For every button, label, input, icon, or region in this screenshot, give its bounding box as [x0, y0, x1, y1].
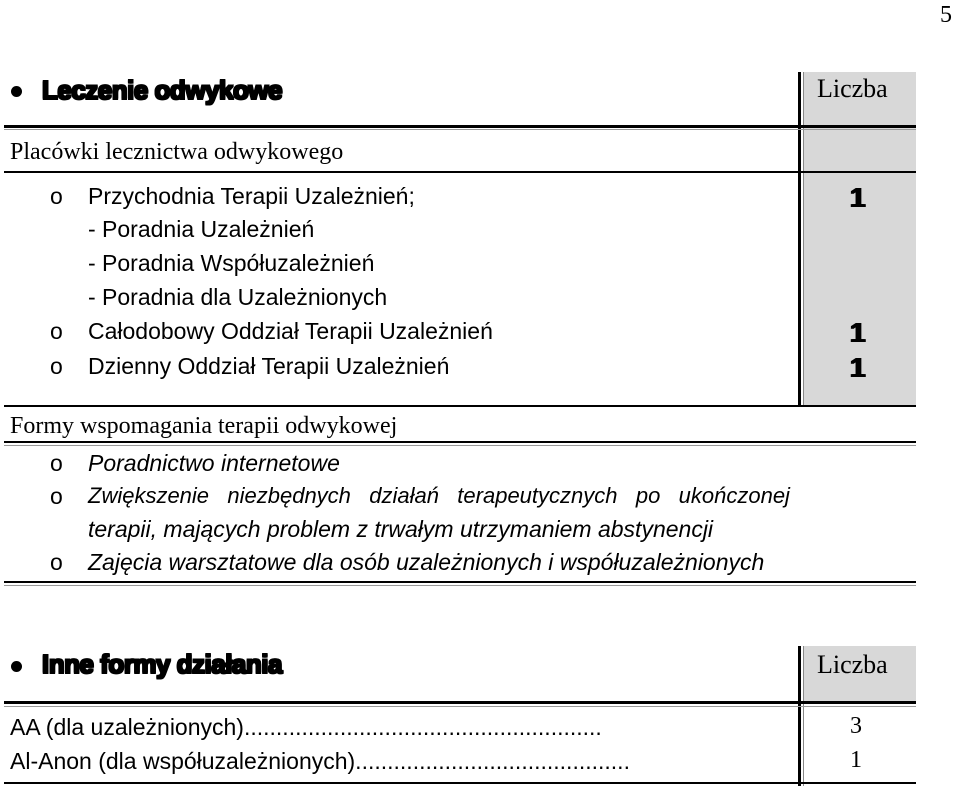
list-item: Zajęcia warsztatowe dla osób uzależnionych i współuzależnionych	[88, 549, 765, 575]
header-divider	[4, 125, 916, 128]
list-marker: o	[50, 483, 63, 509]
page-number: 5	[940, 2, 952, 28]
group-divider	[4, 441, 916, 443]
bullet-icon	[11, 86, 22, 97]
header-divider-thin	[4, 706, 916, 707]
list-marker: o	[50, 353, 63, 379]
column-divider-inner	[803, 72, 804, 406]
item-count: 1	[850, 317, 866, 348]
item-count: 1	[850, 747, 862, 773]
list-item: Zwiększenie niezbędnych działań terapeutycznych po ukończonej	[88, 483, 790, 508]
list-item: - Poradnia Uzależnień	[88, 216, 315, 242]
group-divider	[4, 171, 916, 173]
section-title-treatment: Leczenie odwykowe	[42, 75, 283, 105]
list-item: AA (dla uzależnionych)........................................................	[10, 714, 602, 740]
group-heading-facilities: Placówki lecznictwa odwykowego	[10, 139, 344, 165]
item-count: 3	[850, 713, 862, 739]
bullet-icon	[11, 661, 22, 672]
group-heading-support-forms: Formy wspomagania terapii odwykowej	[10, 413, 398, 439]
column-divider-inner	[803, 646, 804, 786]
column-divider	[798, 72, 801, 406]
list-marker: o	[50, 450, 63, 476]
list-item-continuation: terapii, mających problem z trwałym utrzymaniem abstynencji	[88, 516, 714, 542]
list-item: Dzienny Oddział Terapii Uzależnień	[88, 353, 450, 379]
list-item: Przychodnia Terapii Uzależnień;	[88, 183, 415, 209]
item-count: 1	[850, 182, 866, 213]
header-divider	[4, 701, 916, 704]
list-marker: o	[50, 318, 63, 344]
table-bottom-divider	[4, 782, 916, 784]
section-title-other-forms: Inne formy działania	[42, 649, 282, 679]
list-marker: o	[50, 183, 63, 209]
group-divider	[4, 405, 916, 407]
section-bottom-divider	[4, 581, 916, 583]
list-item: Poradnictwo internetowe	[88, 450, 340, 476]
section-bottom-divider-thin	[4, 585, 916, 586]
group-divider-thin	[4, 445, 916, 446]
list-item: Całodobowy Oddział Terapii Uzależnień	[88, 318, 493, 344]
list-item: - Poradnia Współuzależnień	[88, 250, 375, 276]
list-item: Al-Anon (dla współuzależnionych)...........................................	[10, 748, 630, 774]
item-count: 1	[850, 352, 866, 383]
column-header-count: Liczba	[817, 74, 888, 103]
list-marker: o	[50, 549, 63, 575]
column-header-count: Liczba	[817, 650, 888, 679]
column-divider	[798, 646, 801, 786]
header-divider-thin	[4, 129, 916, 130]
list-item: - Poradnia dla Uzależnionych	[88, 284, 388, 310]
